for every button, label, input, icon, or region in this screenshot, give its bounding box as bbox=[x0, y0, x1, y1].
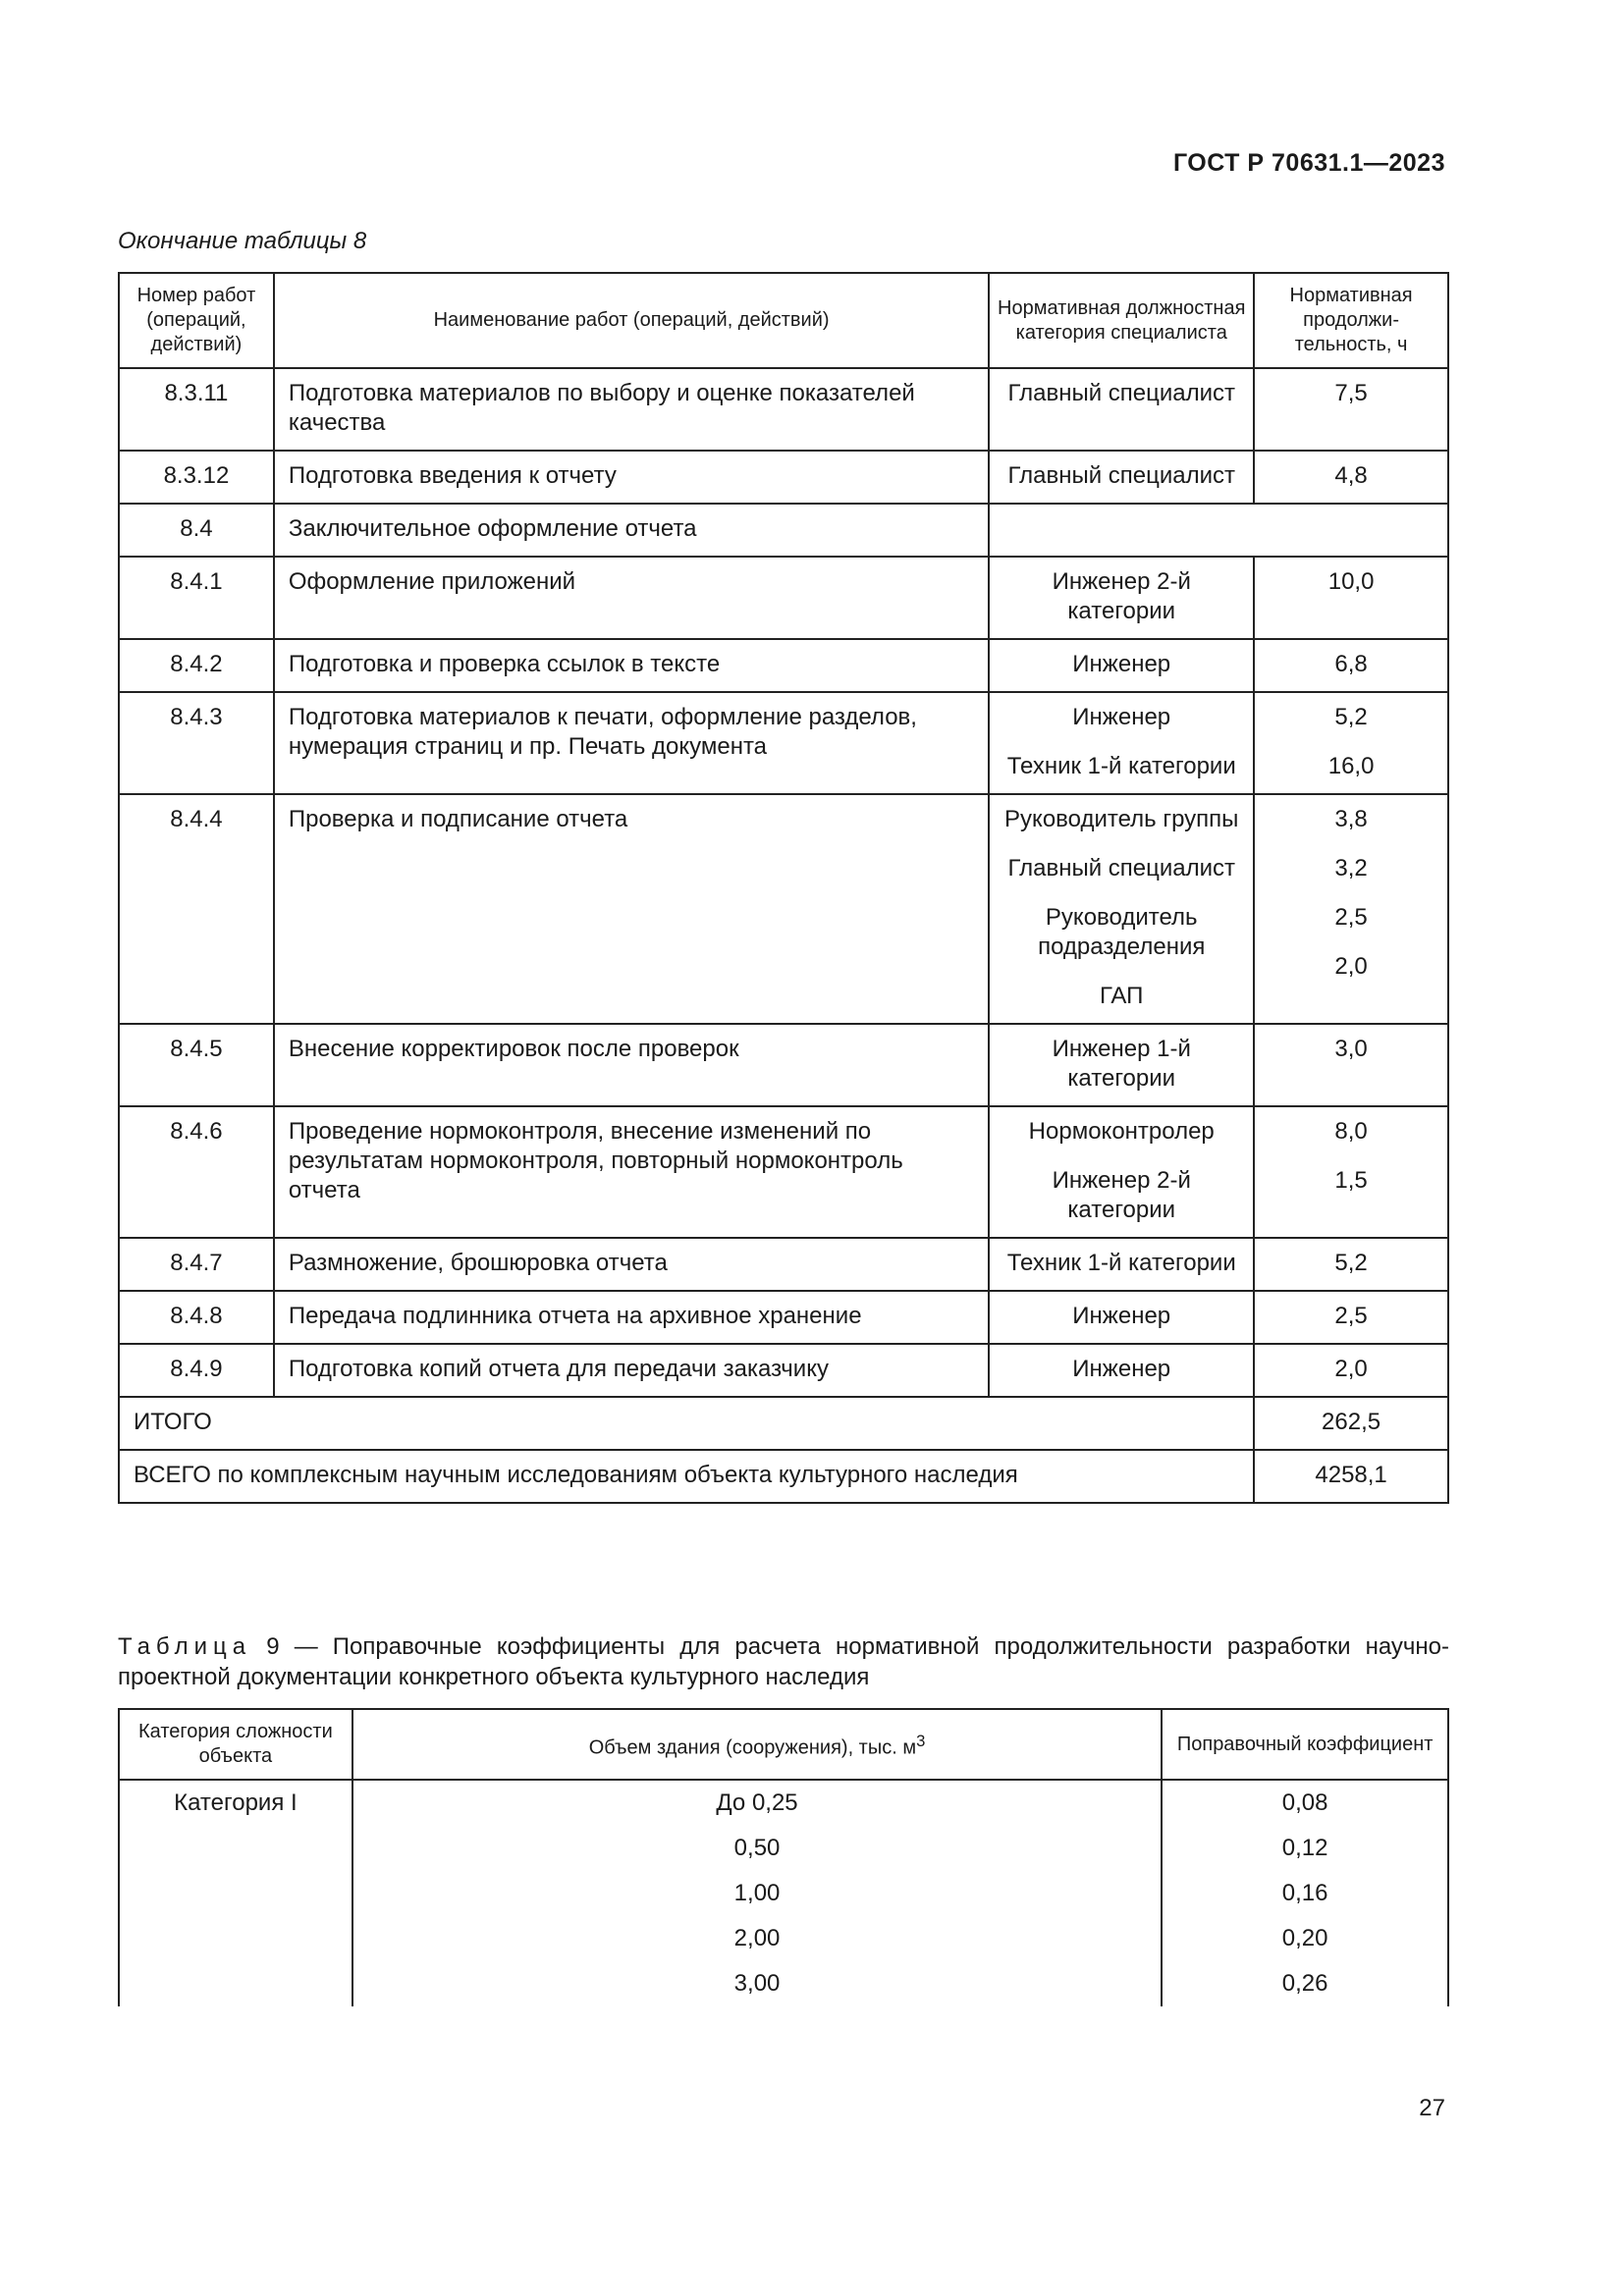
staff-category-cell bbox=[989, 1344, 1254, 1397]
duration-cell bbox=[1254, 368, 1448, 451]
table8 bbox=[118, 272, 1449, 1504]
correction-coefficient: 0,08 bbox=[1162, 1780, 1448, 1826]
table9 bbox=[118, 1708, 1449, 2006]
correction-coefficient: 0,12 bbox=[1162, 1826, 1448, 1871]
staff-category: Руководитель подразделения bbox=[1038, 904, 1206, 960]
staff-category: Нормоконтролер bbox=[1028, 1118, 1215, 1145]
duration-value: 7,5 bbox=[1334, 380, 1368, 406]
building-volume: 2,00 bbox=[352, 1916, 1163, 1961]
work-number: 8.4.5 bbox=[119, 1024, 274, 1106]
staff-empty-cell bbox=[989, 504, 1448, 557]
complexity-category: Категория I bbox=[119, 1780, 352, 2006]
work-number: 8.4.2 bbox=[119, 639, 274, 692]
duration-value: 3,2 bbox=[1334, 855, 1368, 881]
work-name: Подготовка материалов к печати, оформление разделов, нумерация страниц и пр. Печать документа bbox=[274, 692, 989, 794]
table9-caption-text: 9 — Поправочные коэффициенты для расчета нормативной продолжительности разработки научно-проектной документации конкретного объекта культурного наследия bbox=[118, 1633, 1450, 1690]
work-name: Передача подлинника отчета на архивное хранение bbox=[274, 1291, 989, 1344]
duration-cell bbox=[1254, 794, 1448, 1024]
duration-cell bbox=[1254, 692, 1448, 794]
work-name: Заключительное оформление отчета bbox=[274, 504, 989, 557]
work-name: Внесение корректировок после проверок bbox=[274, 1024, 989, 1106]
duration-value: 3,8 bbox=[1334, 806, 1368, 832]
work-number: 8.4 bbox=[119, 504, 274, 557]
table9-row bbox=[119, 1780, 1448, 1826]
duration-cell bbox=[1254, 451, 1448, 504]
work-name: Проверка и подписание отчета bbox=[274, 794, 989, 1024]
staff-category-cell bbox=[989, 1024, 1254, 1106]
staff-category: Руководитель группы bbox=[1004, 806, 1239, 832]
table8-row bbox=[119, 1024, 1448, 1106]
table8-body bbox=[119, 368, 1448, 1503]
duration-cell bbox=[1254, 1238, 1448, 1291]
correction-coefficient: 0,16 bbox=[1162, 1871, 1448, 1916]
table9-caption-label: Таблица bbox=[118, 1633, 252, 1660]
staff-category: Инженер 2-й категории bbox=[1052, 1167, 1191, 1223]
duration-value: 16,0 bbox=[1327, 753, 1375, 779]
work-name: Оформление приложений bbox=[274, 557, 989, 639]
duration-value: 2,5 bbox=[1334, 904, 1368, 931]
duration-value: 3,0 bbox=[1334, 1036, 1368, 1062]
header-work-name: Наименование работ (операций, действий) bbox=[274, 273, 989, 368]
duration-value: 5,2 bbox=[1334, 1250, 1368, 1276]
work-number: 8.3.11 bbox=[119, 368, 274, 451]
staff-category: Инженер 1-й категории bbox=[1052, 1036, 1191, 1092]
table8-row bbox=[119, 557, 1448, 639]
staff-category: Техник 1-й категории bbox=[1006, 753, 1236, 779]
table9-body bbox=[119, 1780, 1448, 2006]
work-number: 8.4.7 bbox=[119, 1238, 274, 1291]
table8-row bbox=[119, 639, 1448, 692]
duration-value: 6,8 bbox=[1334, 651, 1368, 677]
header-staff-category: Нормативная должностная категория специалиста bbox=[989, 273, 1254, 368]
staff-category-cell bbox=[989, 639, 1254, 692]
table8-row bbox=[119, 451, 1448, 504]
staff-category: Инженер bbox=[1072, 1303, 1171, 1329]
building-volume: До 0,25 bbox=[352, 1780, 1163, 1826]
volume-header-text: Объем здания (сооружения), тыс. м bbox=[588, 1736, 917, 1759]
staff-category-cell bbox=[989, 1291, 1254, 1344]
duration-cell bbox=[1254, 1024, 1448, 1106]
correction-coefficient: 0,20 bbox=[1162, 1916, 1448, 1961]
table8-row bbox=[119, 1291, 1448, 1344]
duration-cell bbox=[1254, 1106, 1448, 1238]
staff-category: Главный специалист bbox=[1007, 380, 1236, 406]
work-name: Подготовка введения к отчету bbox=[274, 451, 989, 504]
table8-row bbox=[119, 1344, 1448, 1397]
duration-cell bbox=[1254, 557, 1448, 639]
total-label: ИТОГО bbox=[119, 1397, 1254, 1450]
correction-coefficient: 0,26 bbox=[1162, 1961, 1448, 2006]
page-number: 27 bbox=[1419, 2095, 1445, 2121]
work-name: Проведение нормоконтроля, внесение изменений по результатам нормоконтроля, повторный нормоконтроль отчета bbox=[274, 1106, 989, 1238]
table8-row bbox=[119, 1106, 1448, 1238]
table8-row bbox=[119, 692, 1448, 794]
header-building-volume bbox=[352, 1709, 1163, 1780]
staff-category: Техник 1-й категории bbox=[1006, 1250, 1236, 1276]
table8-grand-total-row bbox=[119, 1450, 1448, 1503]
document-standard-id: ГОСТ Р 70631.1—2023 bbox=[1172, 149, 1445, 177]
duration-value: 10,0 bbox=[1327, 568, 1375, 595]
work-number: 8.4.3 bbox=[119, 692, 274, 794]
header-correction-coefficient: Поправочный коэффициент bbox=[1162, 1709, 1448, 1780]
table8-row bbox=[119, 368, 1448, 451]
duration-value: 2,0 bbox=[1334, 953, 1368, 980]
building-volume: 0,50 bbox=[352, 1826, 1163, 1871]
grand-total-label: ВСЕГО по комплексным научным исследованиям объекта культурного наследия bbox=[119, 1450, 1254, 1503]
duration-value: 8,0 bbox=[1334, 1118, 1368, 1145]
table8-caption: Окончание таблицы 8 bbox=[118, 228, 367, 254]
staff-category-cell bbox=[989, 794, 1254, 1024]
table8-header-row bbox=[119, 273, 1448, 368]
table8-total-row bbox=[119, 1397, 1448, 1450]
work-name: Подготовка и проверка ссылок в тексте bbox=[274, 639, 989, 692]
grand-total-value: 4258,1 bbox=[1254, 1450, 1448, 1503]
work-number: 8.4.8 bbox=[119, 1291, 274, 1344]
staff-category-cell bbox=[989, 1238, 1254, 1291]
staff-category: Инженер 2-й категории bbox=[1052, 568, 1191, 624]
duration-value: 1,5 bbox=[1334, 1167, 1368, 1194]
table8-row bbox=[119, 794, 1448, 1024]
work-number: 8.4.4 bbox=[119, 794, 274, 1024]
duration-value: 2,0 bbox=[1334, 1356, 1368, 1382]
duration-cell bbox=[1254, 1291, 1448, 1344]
duration-value: 5,2 bbox=[1334, 704, 1368, 730]
staff-category-cell bbox=[989, 451, 1254, 504]
work-name: Размножение, брошюровка отчета bbox=[274, 1238, 989, 1291]
header-complexity-category: Категория сложности объекта bbox=[119, 1709, 352, 1780]
work-number: 8.4.9 bbox=[119, 1344, 274, 1397]
building-volume: 1,00 bbox=[352, 1871, 1163, 1916]
work-number: 8.3.12 bbox=[119, 451, 274, 504]
staff-category: Инженер bbox=[1072, 704, 1171, 730]
building-volume: 3,00 bbox=[352, 1961, 1163, 2006]
staff-category: ГАП bbox=[1100, 983, 1144, 1009]
duration-value: 4,8 bbox=[1334, 462, 1368, 489]
header-duration: Нормативная продолжи-тельность, ч bbox=[1254, 273, 1448, 368]
table8-row bbox=[119, 1238, 1448, 1291]
staff-category: Инженер bbox=[1072, 1356, 1171, 1382]
staff-category-cell bbox=[989, 1106, 1254, 1238]
volume-unit-superscript: 3 bbox=[916, 1731, 926, 1750]
work-name: Подготовка копий отчета для передачи заказчику bbox=[274, 1344, 989, 1397]
staff-category: Главный специалист bbox=[1007, 855, 1236, 881]
staff-category-cell bbox=[989, 692, 1254, 794]
duration-cell bbox=[1254, 639, 1448, 692]
work-name: Подготовка материалов по выбору и оценке показателей качества bbox=[274, 368, 989, 451]
duration-cell bbox=[1254, 1344, 1448, 1397]
table9-caption bbox=[118, 1631, 1449, 1692]
staff-category: Инженер bbox=[1072, 651, 1171, 677]
total-value: 262,5 bbox=[1254, 1397, 1448, 1450]
duration-value: 2,5 bbox=[1334, 1303, 1368, 1329]
work-number: 8.4.6 bbox=[119, 1106, 274, 1238]
table9-header-row bbox=[119, 1709, 1448, 1780]
table8-row bbox=[119, 504, 1448, 557]
header-work-number: Номер работ (операций, действий) bbox=[119, 273, 274, 368]
staff-category-cell bbox=[989, 368, 1254, 451]
work-number: 8.4.1 bbox=[119, 557, 274, 639]
staff-category: Главный специалист bbox=[1007, 462, 1236, 489]
staff-category-cell bbox=[989, 557, 1254, 639]
